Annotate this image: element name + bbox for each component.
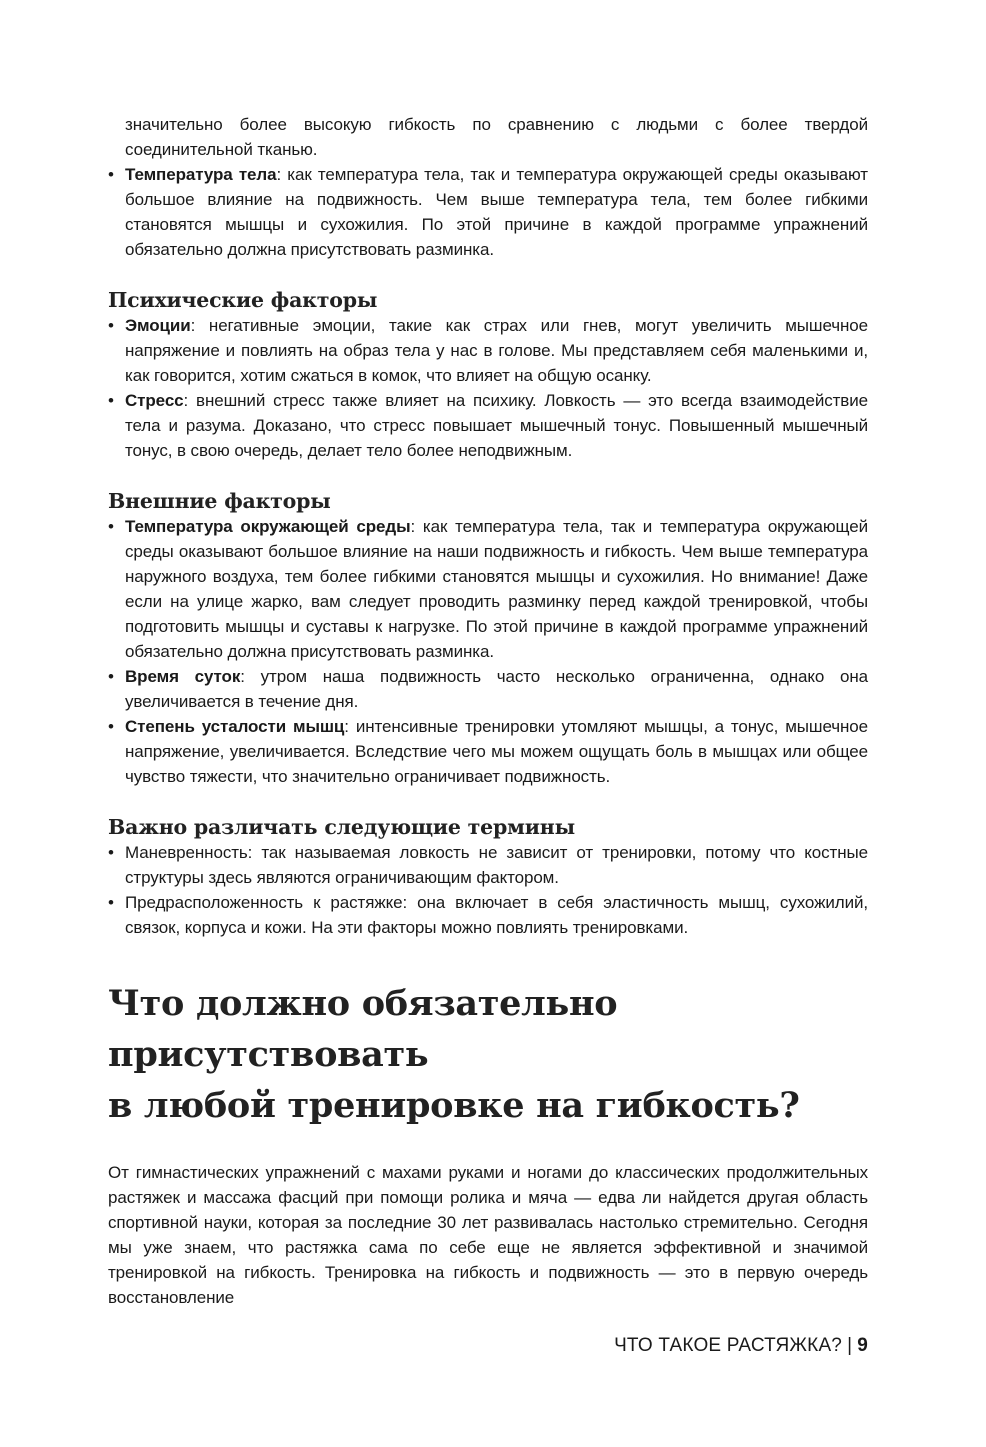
term-label: Стресс xyxy=(125,391,184,410)
term-description: : как температура тела, так и температура окружающей среды оказывают большое влияние на наши подвижность и гибкость. Чем выше температура наружного воздуха, тем более гибкими становятся мышцы и сухожилия. Но внимание! Даже если на улице жарко, вам следует проводить разминку перед каждой тренировкой, чтобы подготовить мышцы и суставы к нагрузке. По этой причине в каждой программе упражнений обязательно должна присутствовать разминка. xyxy=(125,517,868,661)
section-heading-psychic: Психические факторы xyxy=(108,288,378,312)
term-description: : как температура тела, так и температура окружающей среды оказывают большое влияние на подвижность. Чем выше температура тела, тем более гибкими становятся мышцы и сухожилия. По этой причине в каждой программе упражнений обязательно должна присутствовать разминка. xyxy=(125,165,868,259)
term-label: Степень усталости мышц xyxy=(125,717,345,736)
bullet-icon: • xyxy=(108,391,114,410)
bullet-icon: • xyxy=(108,717,114,736)
bullet-icon: • xyxy=(108,316,114,335)
bullet-icon: • xyxy=(108,843,114,862)
term-label: Эмоции xyxy=(125,316,191,335)
section-heading-external: Внешние факторы xyxy=(108,489,331,513)
term-label: Температура тела xyxy=(125,165,277,184)
bullet-icon: • xyxy=(108,165,114,184)
list-item xyxy=(108,714,868,789)
chapter-title-line-2: в любой тренировке на гибкость? xyxy=(108,1085,800,1126)
intro-paragraph: значительно более высокую гибкость по сравнению с людьми с более твердой соединительной тканью. xyxy=(125,115,868,159)
term-description: : негативные эмоции, такие как страх или гнев, могут увеличить мышечное напряжение и повлиять на образ тела у нас в голове. Мы представляем себя маленькими и, как говорится, хотим сжаться в комок, что влияет на общую осанку. xyxy=(125,316,868,385)
running-title: ЧТО ТАКОЕ РАСТЯЖКА? xyxy=(614,1335,843,1356)
term-label: Температура окружающей среды xyxy=(125,517,411,536)
section-heading-terms: Важно различать следующие термины xyxy=(108,815,575,839)
list-item xyxy=(108,840,868,890)
bullet-icon: • xyxy=(108,893,114,912)
list-item xyxy=(108,162,868,262)
chapter-title-line-1: Что должно обязательно присутствовать xyxy=(108,983,618,1075)
term-description: Предрасположенность к растяжке: она включает в себя эластичность мышц, сухожилий, связок, корпуса и кожи. На эти факторы можно повлиять тренировками. xyxy=(125,893,868,937)
page-number: 9 xyxy=(857,1335,868,1356)
term-description: : внешний стресс также влияет на психику. Ловкость — это всегда взаимодействие тела и разума. Доказано, что стресс повышает мышечный тонус. Повышенный мышечный тонус, в свою очередь, делает тело более неподвижным. xyxy=(125,391,868,460)
body-paragraph: От гимнастических упражнений с махами руками и ногами до классических продолжительных растяжек и массажа фасций при помощи ролика и мяча — едва ли найдется другая область спортивной науки, которая за последние 30 лет развивалась настолько стремительно. Сегодня мы уже знаем, что растяжка сама по себе еще не является эффективной и значимой тренировкой на гибкость. Тренировка на гибкость и подвижность — это в первую очередь восстановление xyxy=(108,1163,868,1307)
list-item xyxy=(108,664,868,714)
list-item xyxy=(108,890,868,940)
term-label: Время суток xyxy=(125,667,241,686)
running-footer xyxy=(614,1334,868,1358)
list-item xyxy=(108,388,868,463)
bullet-icon: • xyxy=(108,667,114,686)
page-body xyxy=(108,112,868,1310)
term-description: : утром наша подвижность часто несколько ограниченна, однако она увеличивается в течение дня. xyxy=(125,667,868,711)
footer-separator: | xyxy=(847,1335,853,1356)
chapter-title xyxy=(108,978,868,1131)
term-description: : интенсивные тренировки утомляют мышцы, а тонус, мышечное напряжение, увеличивается. Вследствие чего мы можем ощущать боль в мышцах или общее чувство тяжести, что значительно ограничивает подвижность. xyxy=(125,717,868,786)
term-description: Маневренность: так называемая ловкость не зависит от тренировки, потому что костные структуры здесь являются ограничивающим фактором. xyxy=(125,843,868,887)
list-item xyxy=(108,514,868,664)
list-item xyxy=(108,313,868,388)
bullet-icon: • xyxy=(108,517,114,536)
